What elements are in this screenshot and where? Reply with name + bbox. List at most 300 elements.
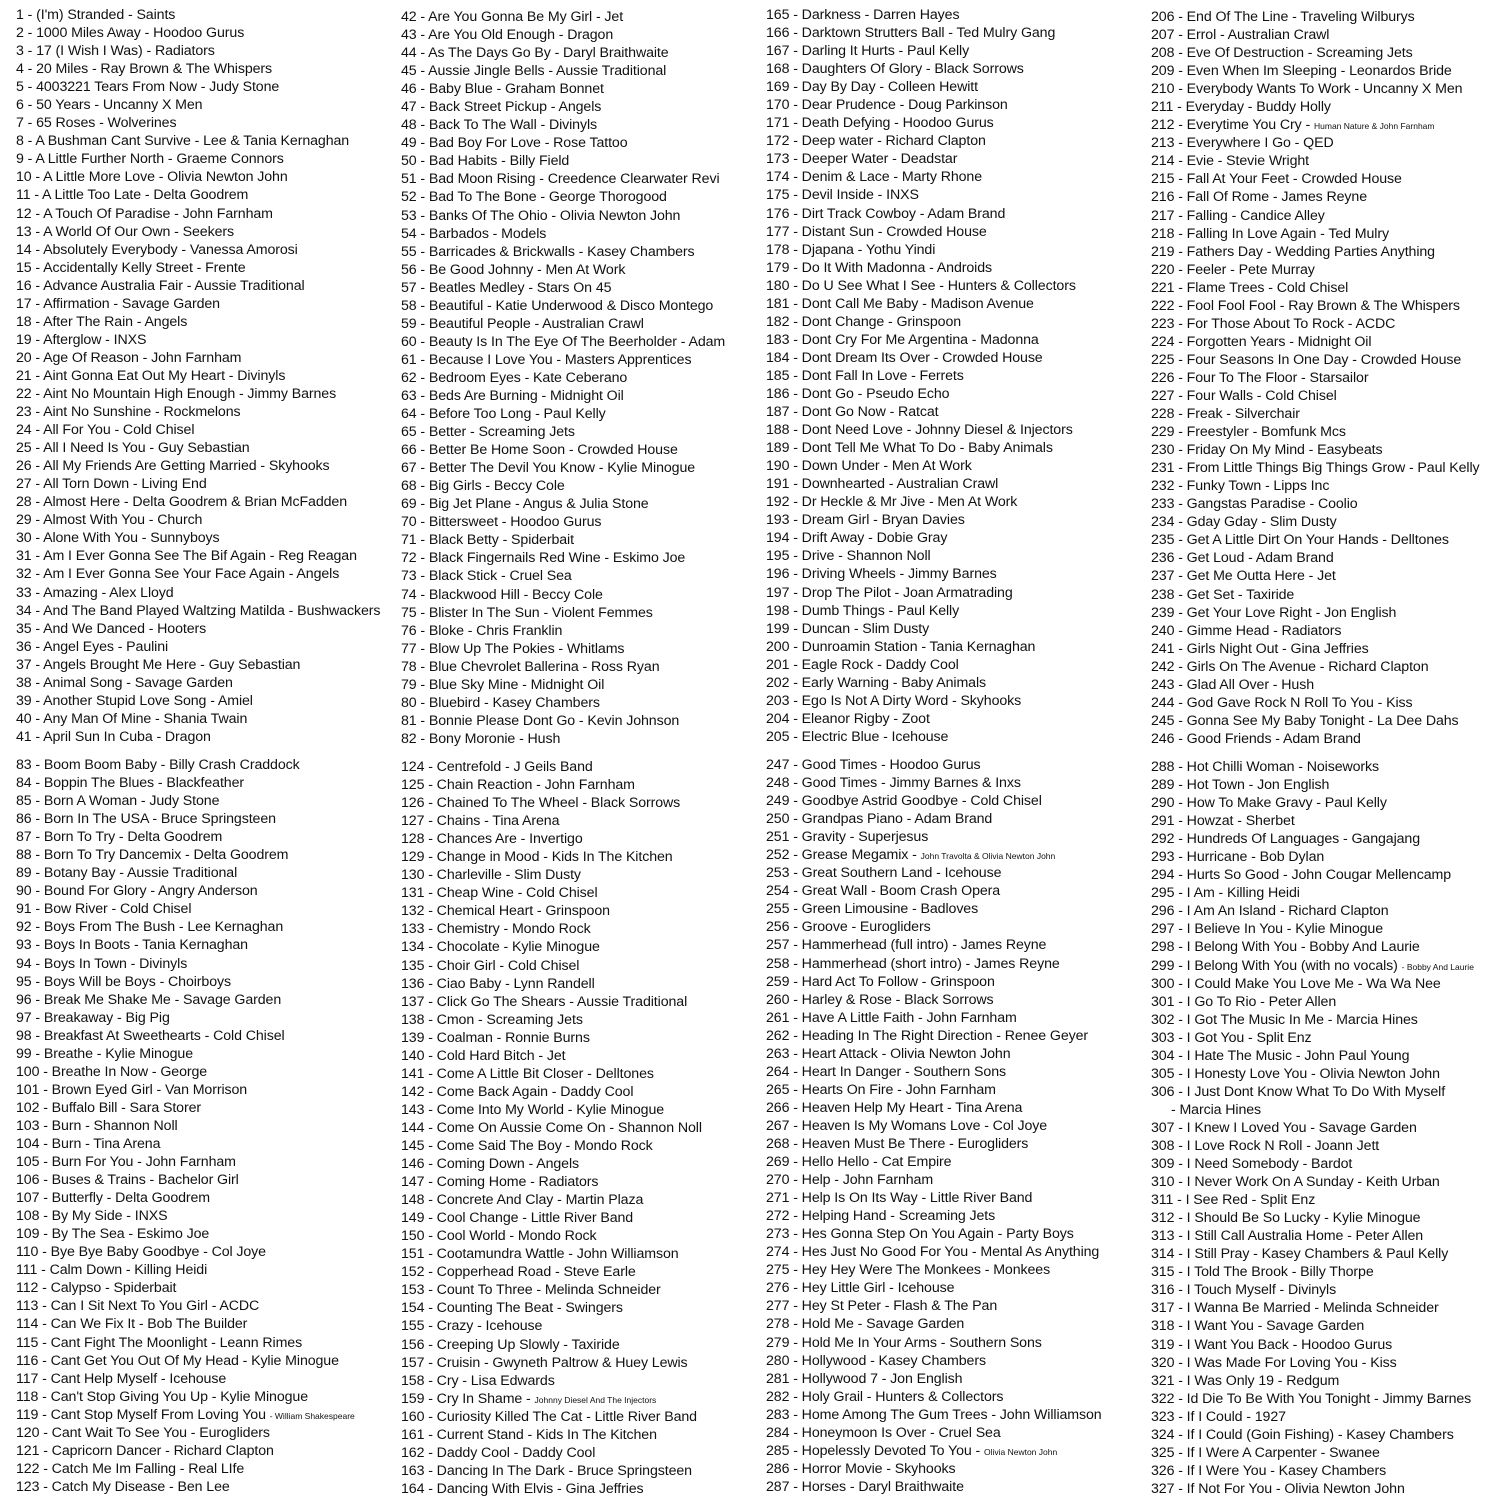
song-row: 186 - Dont Go - Pseudo Echo [766,385,950,402]
song-row: 306 - I Just Dont Know What To Do With Myself [1151,1083,1446,1100]
song-row: 228 - Freak - Silverchair [1151,406,1300,423]
song-row: 76 - Bloke - Chris Franklin [401,622,563,639]
song-row [1151,116,1500,134]
song-row: 74 - Blackwood Hill - Beccy Cole [401,586,603,603]
song-row: 102 - Buffalo Bill - Sara Storer [16,1099,202,1116]
song-row: 270 - Help - John Farnham [766,1172,934,1189]
song-row: 94 - Boys In Town - Divinyls [16,955,188,972]
song-row: 108 - By My Side - INXS [16,1208,168,1225]
song-artist-small: Olivia Newton John [983,1446,1058,1457]
song-row: 57 - Beatles Medley - Stars On 45 [401,279,612,296]
song-row: 326 - If I Were You - Kasey Chambers [1151,1462,1387,1479]
song-row: 17 - Affirmation - Savage Garden [16,295,220,312]
song-row: 75 - Blister In The Sun - Violent Femmes [401,604,653,621]
song-row: 238 - Get Set - Taxiride [1151,586,1295,603]
song-row: 128 - Chances Are - Invertigo [401,831,583,848]
song-row: 97 - Breakaway - Big Pig [16,1009,170,1026]
song-row: 256 - Groove - Eurogliders [766,919,931,936]
song-row: 294 - Hurts So Good - John Cougar Mellencamp [1151,867,1451,884]
song-row: 181 - Dont Call Me Baby - Madison Avenue [766,295,1034,312]
song-row: 316 - I Touch Myself - Divinyls [1151,1282,1337,1299]
song-row: 196 - Driving Wheels - Jimmy Barnes [766,566,997,583]
song-row: 162 - Daddy Cool - Daddy Cool [401,1444,596,1461]
song-row: 192 - Dr Heckle & Mr Jive - Men At Work [766,494,1018,511]
song-row: 261 - Have A Little Faith - John Farnham [766,1009,1017,1026]
song-list [1151,8,1500,746]
song-row: 168 - Daughters Of Glory - Black Sorrows [766,61,1024,78]
song-row: 90 - Bound For Glory - Angry Anderson [16,883,258,900]
song-row: 56 - Be Good Johnny - Men At Work [401,261,626,278]
song-row: 19 - Afterglow - INXS [16,331,147,348]
song-row: 47 - Back Street Pickup - Angels [401,99,602,116]
song-row: 157 - Cruisin - Gwyneth Paltrow & Huey Lewis [401,1354,688,1371]
songs-panel-7 [766,756,1141,1494]
song-row: 179 - Do It With Madonna - Androids [766,259,992,276]
song-row: 52 - Bad To The Bone - George Thorogood [401,189,667,206]
song-row: 99 - Breathe - Kylie Minogue [16,1045,194,1062]
song-row: 82 - Bony Moronie - Hush [401,730,561,746]
song-row: 50 - Bad Habits - Billy Field [401,153,570,170]
song-row: 86 - Born In The USA - Bruce Springsteen [16,811,276,828]
song-row: 249 - Goodbye Astrid Goodbye - Cold Chisel [766,793,1042,810]
song-row: 290 - How To Make Gravy - Paul Kelly [1151,795,1387,812]
song-row: 77 - Blow Up The Pokies - Whitlams [401,640,625,657]
song-row: 241 - Girls Night Out - Gina Jeffries [1151,640,1369,657]
song-row: 98 - Breakfast At Sweethearts - Cold Chisel [16,1027,285,1044]
song-row: 287 - Horses - Daryl Braithwaite [766,1478,964,1494]
song-row: 101 - Brown Eyed Girl - Van Morrison [16,1081,248,1098]
song-row: 199 - Duncan - Slim Dusty [766,620,930,637]
song-row: 91 - Bow River - Cold Chisel [16,901,192,918]
songs-panel-2 [401,8,776,746]
song-row: 51 - Bad Moon Rising - Creedence Clearwater Revi [401,171,720,188]
song-row: 11 - A Little Too Late - Delta Goodrem [16,187,249,204]
song-row: 201 - Eagle Rock - Daddy Cool [766,656,959,673]
song-row: 106 - Buses & Trains - Bachelor Girl [16,1172,239,1189]
song-row: 311 - I See Red - Split Enz [1151,1192,1316,1209]
song-row: 46 - Baby Blue - Graham Bonnet [401,81,604,98]
song-row: 264 - Heart In Danger - Southern Sons [766,1063,1006,1080]
song-row: 112 - Calypso - Spiderbait [16,1280,177,1297]
song-row: 63 - Beds Are Burning - Midnight Oil [401,387,624,404]
song-row: 61 - Because I Love You - Masters Apprentices [401,351,692,368]
song-list [766,756,1141,1494]
song-row: 166 - Darktown Strutters Ball - Ted Mulry Gang [766,25,1056,42]
song-row: 6 - 50 Years - Uncanny X Men [16,97,203,114]
song-row: 126 - Chained To The Wheel - Black Sorrows [401,795,681,812]
song-list [766,6,1141,744]
song-row: 111 - Calm Down - Killing Heidi [16,1262,208,1279]
song-row: 48 - Back To The Wall - Divinyls [401,117,598,134]
song-row: 277 - Hey St Peter - Flash & The Pan [766,1298,998,1315]
song-row: 83 - Boom Boom Baby - Billy Crash Craddock [16,757,300,773]
song-row: 302 - I Got The Music In Me - Marcia Hines [1151,1011,1418,1028]
songs-panel-4 [1151,8,1500,746]
song-row: 81 - Bonnie Please Dont Go - Kevin Johnson [401,712,680,729]
songs-panel-6 [401,758,776,1496]
song-row: 273 - Hes Gonna Step On You Again - Party Boys [766,1226,1074,1243]
song-row: 230 - Friday On My Mind - Easybeats [1151,442,1383,459]
song-row: 29 - Almost With You - Church [16,512,203,529]
song-row: 44 - As The Days Go By - Daryl Braithwaite [401,45,669,62]
songs-panel-8 [1151,758,1500,1496]
song-title: 159 - Cry In Shame - [401,1390,535,1407]
song-row: 276 - Hey Little Girl - Icehouse [766,1280,955,1297]
song-row: 23 - Aint No Sunshine - Rockmelons [16,404,241,421]
song-row: 92 - Boys From The Bush - Lee Kernaghan [16,919,284,936]
song-row: 130 - Charleville - Slim Dusty [401,867,581,884]
song-row: 217 - Falling - Candice Alley [1151,207,1325,224]
song-row: 305 - I Honesty Love You - Olivia Newton John [1151,1065,1440,1082]
song-row [766,846,1141,864]
song-row: 18 - After The Rain - Angels [16,313,188,330]
song-row: 68 - Big Girls - Beccy Cole [401,478,565,495]
song-row: 85 - Born A Woman - Judy Stone [16,793,220,810]
song-row: 160 - Curiosity Killed The Cat - Little River Band [401,1408,697,1425]
song-row: 178 - Djapana - Yothu Yindi [766,241,936,258]
song-row: 214 - Evie - Stevie Wright [1151,153,1309,170]
song-row: 309 - I Need Somebody - Bardot [1151,1156,1353,1173]
song-row: 131 - Cheap Wine - Cold Chisel [401,885,598,902]
song-row: 67 - Better The Devil You Know - Kylie Minogue [401,460,696,477]
song-row: 292 - Hundreds Of Languages - Gangajang [1151,831,1421,848]
song-row: 245 - Gonna See My Baby Tonight - La Dee Dahs [1151,712,1459,729]
song-row: 284 - Honeymoon Is Over - Cruel Sea [766,1424,1001,1441]
song-row: 272 - Helping Hand - Screaming Jets [766,1208,996,1225]
song-row: 323 - If I Could - 1927 [1151,1408,1286,1425]
song-row: 140 - Cold Hard Bitch - Jet [401,1047,566,1064]
song-row: 202 - Early Warning - Baby Animals [766,674,987,691]
song-row: 71 - Black Betty - Spiderbait [401,532,574,549]
song-row: 54 - Barbados - Models [401,225,547,242]
song-row: 219 - Fathers Day - Wedding Parties Anything [1151,243,1435,260]
song-row: 20 - Age Of Reason - John Farnham [16,349,242,366]
song-row: 62 - Bedroom Eyes - Kate Ceberano [401,369,628,386]
song-row: 59 - Beautiful People - Australian Crawl [401,315,644,332]
song-row: 55 - Barricades & Brickwalls - Kasey Chambers [401,243,695,260]
song-row: 66 - Better Be Home Soon - Crowded House [401,442,678,459]
song-row: 132 - Chemical Heart - Grinspoon [401,903,610,920]
song-row: 255 - Green Limousine - Badloves [766,901,979,918]
song-row: 231 - From Little Things Big Things Grow - Paul Kelly [1151,460,1480,477]
song-row: 275 - Hey Hey Were The Monkees - Monkees [766,1262,1051,1279]
song-row: 127 - Chains - Tina Arena [401,813,560,830]
song-row: 161 - Current Stand - Kids In The Kitchen [401,1426,657,1443]
song-row: 322 - Id Die To Be With You Tonight - Jimmy Barnes [1151,1390,1472,1407]
song-row: 268 - Heaven Must Be There - Eurogliders [766,1135,1029,1152]
song-row: 89 - Botany Bay - Aussie Traditional [16,865,238,882]
song-row: 248 - Good Times - Jimmy Barnes & Inxs [766,775,1021,792]
song-row: 135 - Choir Girl - Cold Chisel [401,957,580,974]
song-row: 266 - Heaven Help My Heart - Tina Arena [766,1099,1023,1116]
song-row: 324 - If I Could (Goin Fishing) - Kasey Chambers [1151,1426,1454,1443]
song-row: 184 - Dont Dream Its Over - Crowded House [766,349,1043,366]
song-row: 234 - Gday Gday - Slim Dusty [1151,514,1337,531]
song-row: 281 - Hollywood 7 - Jon English [766,1370,963,1387]
song-row: 193 - Dream Girl - Bryan Davies [766,512,965,529]
song-row: 321 - I Was Only 19 - Redgum [1151,1372,1340,1389]
song-row: 141 - Come A Little Bit Closer - Delltones [401,1065,654,1082]
song-row: 5 - 4003221 Tears From Now - Judy Stone [16,79,280,96]
song-artist-small: - William Shakespeare [269,1410,355,1421]
song-row: 189 - Dont Tell Me What To Do - Baby Animals [766,440,1053,457]
song-row: 250 - Grandpas Piano - Adam Brand [766,811,993,828]
song-row: 65 - Better - Screaming Jets [401,424,575,441]
song-row: 298 - I Belong With You - Bobby And Laurie [1151,939,1420,956]
song-row: 137 - Click Go The Shears - Aussie Traditional [401,993,688,1010]
song-row: 215 - Fall At Your Feet - Crowded House [1151,171,1402,188]
song-row: 144 - Come On Aussie Come On - Shannon Noll [401,1119,702,1136]
song-row: 218 - Falling In Love Again - Ted Mulry [1151,225,1389,242]
songs-panel-1 [16,6,411,744]
song-row: 251 - Gravity - Superjesus [766,829,929,846]
song-row: 244 - God Gave Rock N Roll To You - Kiss [1151,694,1413,711]
song-row: 84 - Boppin The Blues - Blackfeather [16,775,244,792]
song-row: 232 - Funky Town - Lipps Inc [1151,478,1330,495]
song-row: 37 - Angels Brought Me Here - Guy Sebastian [16,656,301,673]
song-row: 258 - Hammerhead (short intro) - James Reyne [766,955,1060,972]
song-row: 254 - Great Wall - Boom Crash Opera [766,883,1001,900]
song-row: 243 - Glad All Over - Hush [1151,676,1314,693]
song-row: 72 - Black Fingernails Red Wine - Eskimo Joe [401,550,686,567]
song-row: 41 - April Sun In Cuba - Dragon [16,728,211,744]
song-row: 269 - Hello Hello - Cat Empire [766,1154,952,1171]
song-row: 163 - Dancing In The Dark - Bruce Springsteen [401,1462,692,1479]
song-row: 185 - Dont Fall In Love - Ferrets [766,367,964,384]
song-row: 216 - Fall Of Rome - James Reyne [1151,189,1367,206]
song-row: 221 - Flame Trees - Cold Chisel [1151,279,1349,296]
song-row: 317 - I Wanna Be Married - Melinda Schneider [1151,1300,1439,1317]
song-row: 134 - Chocolate - Kylie Minogue [401,939,600,956]
song-row: 195 - Drive - Shannon Noll [766,548,931,565]
song-row: 117 - Cant Help Myself - Icehouse [16,1370,227,1387]
song-row: 69 - Big Jet Plane - Angus & Julia Stone [401,496,649,513]
song-row: 164 - Dancing With Elvis - Gina Jeffries [401,1480,644,1496]
song-row: 38 - Animal Song - Savage Garden [16,674,233,691]
song-row: 320 - I Was Made For Loving You - Kiss [1151,1354,1397,1371]
song-row: 103 - Burn - Shannon Noll [16,1117,178,1134]
song-row: 172 - Deep water - Richard Clapton [766,133,986,150]
song-row: 314 - I Still Pray - Kasey Chambers & Paul Kelly [1151,1246,1449,1263]
song-row: 207 - Errol - Australian Crawl [1151,27,1330,44]
song-row: 15 - Accidentally Kelly Street - Frente [16,259,246,276]
song-row: 253 - Great Southern Land - Icehouse [766,865,1002,882]
song-row: 153 - Count To Three - Melinda Schneider [401,1282,661,1299]
song-row: 152 - Copperhead Road - Steve Earle [401,1264,636,1281]
song-row: 175 - Devil Inside - INXS [766,187,919,204]
song-row: 313 - I Still Call Australia Home - Peter Allen [1151,1228,1424,1245]
song-row: 236 - Get Loud - Adam Brand [1151,550,1334,567]
song-row: 149 - Cool Change - Little River Band [401,1210,634,1227]
song-row: 279 - Hold Me In Your Arms - Southern Sons [766,1334,1042,1351]
song-row: 174 - Denim & Lace - Marty Rhone [766,169,983,186]
song-row: 155 - Crazy - Icehouse [401,1318,543,1335]
song-row: 113 - Can I Sit Next To You Girl - ACDC [16,1298,260,1315]
song-row: 139 - Coalman - Ronnie Burns [401,1029,590,1046]
song-row: 104 - Burn - Tina Arena [16,1135,161,1152]
song-row: 183 - Dont Cry For Me Argentina - Madonna [766,331,1039,348]
song-row: 280 - Hollywood - Kasey Chambers [766,1352,986,1369]
song-row: 120 - Cant Wait To See You - Eurogliders [16,1424,270,1441]
song-row: 125 - Chain Reaction - John Farnham [401,777,635,794]
song-row: 327 - If Not For You - Olivia Newton John [1151,1480,1405,1496]
song-row: 235 - Get A Little Dirt On Your Hands - Delltones [1151,532,1449,549]
song-row: 95 - Boys Will be Boys - Choirboys [16,973,232,990]
song-row: 123 - Catch My Disease - Ben Lee [16,1478,230,1494]
song-row: 30 - Alone With You - Sunnyboys [16,530,220,547]
song-row: 39 - Another Stupid Love Song - Amiel [16,692,253,709]
song-row: 150 - Cool World - Mondo Rock [401,1228,597,1245]
song-list [16,756,391,1494]
song-row: 165 - Darkness - Darren Hayes [766,7,960,23]
song-row: 288 - Hot Chilli Woman - Noiseworks [1151,759,1380,775]
song-artist-small: Johnny Diesel And The Injectors [534,1394,657,1405]
song-row: 222 - Fool Fool Fool - Ray Brown & The Whispers [1151,297,1460,314]
song-row: 303 - I Got You - Split Enz [1151,1029,1312,1046]
song-row: 60 - Beauty Is In The Eye Of The Beerholder - Adam [401,333,726,350]
song-row: 208 - Eve Of Destruction - Screaming Jets [1151,45,1413,62]
song-row: 121 - Capricorn Dancer - Richard Clapton [16,1442,274,1459]
song-row: 262 - Heading In The Right Direction - Renee Geyer [766,1027,1089,1044]
song-row: 10 - A Little More Love - Olivia Newton John [16,169,288,186]
song-row: 293 - Hurricane - Bob Dylan [1151,849,1325,866]
song-row: 283 - Home Among The Gum Trees - John Williamson [766,1406,1102,1423]
song-row: 154 - Counting The Beat - Swingers [401,1300,623,1317]
song-row: 14 - Absolutely Everybody - Vanessa Amorosi [16,241,298,258]
song-row: 70 - Bittersweet - Hoodoo Gurus [401,514,602,531]
song-row: 146 - Coming Down - Angels [401,1156,579,1173]
song-row: 224 - Forgotten Years - Midnight Oil [1151,333,1372,350]
song-row: 267 - Heaven Is My Womans Love - Col Joye [766,1117,1048,1134]
song-row: 176 - Dirt Track Cowboy - Adam Brand [766,205,1006,222]
song-row: 197 - Drop The Pilot - Joan Armatrading [766,584,1013,601]
song-row: 79 - Blue Sky Mine - Midnight Oil [401,676,605,693]
song-row: 203 - Ego Is Not A Dirty Word - Skyhooks [766,692,1022,709]
song-row [16,1406,391,1424]
song-row: 16 - Advance Australia Fair - Aussie Traditional [16,277,305,294]
song-row: 211 - Everyday - Buddy Holly [1151,99,1331,116]
song-row: 191 - Downhearted - Australian Crawl [766,476,999,493]
song-row: 187 - Dont Go Now - Ratcat [766,404,939,421]
song-row: 49 - Bad Boy For Love - Rose Tattoo [401,135,628,152]
song-row: 297 - I Believe In You - Kylie Minogue [1151,921,1384,938]
song-row: 80 - Bluebird - Kasey Chambers [401,694,600,711]
song-title: 252 - Grease Megamix - [766,847,921,864]
song-row: 147 - Coming Home - Radiators [401,1174,599,1191]
song-row: 109 - By The Sea - Eskimo Joe [16,1226,210,1243]
song-row: 107 - Butterfly - Delta Goodrem [16,1190,211,1207]
song-row: 22 - Aint No Mountain High Enough - Jimmy Barnes [16,385,337,402]
songs-panel-5 [16,756,391,1494]
song-row: 190 - Down Under - Men At Work [766,458,972,475]
song-row: 142 - Come Back Again - Daddy Cool [401,1083,634,1100]
song-row: 171 - Death Defying - Hoodoo Gurus [766,115,994,132]
song-row: 246 - Good Friends - Adam Brand [1151,730,1361,746]
song-row: 25 - All I Need Is You - Guy Sebastian [16,440,250,457]
song-row: 247 - Good Times - Hoodoo Gurus [766,757,981,773]
song-row: 182 - Dont Change - Grinspoon [766,313,962,330]
song-row [401,1390,776,1408]
song-row: 213 - Everywhere I Go - QED [1151,135,1334,152]
song-row: 167 - Darling It Hurts - Paul Kelly [766,43,970,60]
song-row: 45 - Aussie Jingle Bells - Aussie Traditional [401,63,667,80]
song-row: 110 - Bye Bye Baby Goodbye - Col Joye [16,1244,266,1261]
song-list [401,8,776,746]
song-row: 263 - Heart Attack - Olivia Newton John [766,1045,1011,1062]
song-row: 2 - 1000 Miles Away - Hoodoo Gurus [16,25,245,42]
song-list [16,6,411,744]
song-row: 180 - Do U See What I See - Hunters & Collectors [766,277,1076,294]
song-row: 225 - Four Seasons In One Day - Crowded House [1151,351,1462,368]
song-row: 194 - Drift Away - Dobie Gray [766,530,948,547]
song-row: 307 - I Knew I Loved You - Savage Garden [1151,1119,1417,1136]
song-row: 265 - Hearts On Fire - John Farnham [766,1081,996,1098]
song-row: 227 - Four Walls - Cold Chisel [1151,387,1337,404]
song-row: 122 - Catch Me Im Falling - Real LIfe [16,1460,245,1477]
song-row: 315 - I Told The Brook - Billy Thorpe [1151,1264,1374,1281]
song-row: 12 - A Touch Of Paradise - John Farnham [16,205,273,222]
song-row: 308 - I Love Rock N Roll - Joann Jett [1151,1137,1380,1154]
song-row: 136 - Ciao Baby - Lynn Randell [401,975,595,992]
song-row: 325 - If I Were A Carpenter - Swanee [1151,1444,1380,1461]
song-row: 210 - Everybody Wants To Work - Uncanny X Men [1151,81,1463,98]
song-row: 296 - I Am An Island - Richard Clapton [1151,903,1389,920]
song-row: 259 - Hard Act To Follow - Grinspoon [766,973,995,990]
song-row: 87 - Born To Try - Delta Goodrem [16,829,223,846]
song-row: 88 - Born To Try Dancemix - Delta Goodrem [16,847,289,864]
song-row: 239 - Get Your Love Right - Jon English [1151,604,1397,621]
song-row: 209 - Even When Im Sleeping - Leonardos Bride [1151,63,1452,80]
song-row: 318 - I Want You - Savage Garden [1151,1318,1365,1335]
song-row: 129 - Change in Mood - Kids In The Kitchen [401,849,673,866]
song-row: 169 - Day By Day - Colleen Hewitt [766,79,978,96]
song-row: 3 - 17 (I Wish I Was) - Radiators [16,43,215,60]
song-artist-small: - Bobby And Laurie [1401,961,1474,972]
song-row: 27 - All Torn Down - Living End [16,476,207,493]
song-row: 21 - Aint Gonna Eat Out My Heart - Divinyls [16,367,286,384]
song-row: 33 - Amazing - Alex Lloyd [16,584,174,601]
song-row-continuation: - Marcia Hines [1171,1101,1262,1118]
song-row: 115 - Cant Fight The Moonlight - Leann Rimes [16,1334,303,1351]
song-row: 53 - Banks Of The Ohio - Olivia Newton John [401,207,681,224]
song-row: 116 - Cant Get You Out Of My Head - Kylie Minogue [16,1352,339,1369]
song-row: 310 - I Never Work On A Sunday - Keith Urban [1151,1174,1440,1191]
song-row: 319 - I Want You Back - Hoodoo Gurus [1151,1336,1393,1353]
song-row: 242 - Girls On The Avenue - Richard Clapton [1151,658,1429,675]
song-row: 35 - And We Danced - Hooters [16,620,207,637]
songs-panel-3 [766,6,1141,744]
song-row: 291 - Howzat - Sherbet [1151,813,1295,830]
song-row [1151,957,1500,975]
song-row: 286 - Horror Movie - Skyhooks [766,1460,956,1477]
song-row: 289 - Hot Town - Jon English [1151,777,1330,794]
song-row: 240 - Gimme Head - Radiators [1151,622,1342,639]
song-row: 96 - Break Me Shake Me - Savage Garden [16,991,282,1008]
song-row: 237 - Get Me Outta Here - Jet [1151,568,1336,585]
song-row: 42 - Are You Gonna Be My Girl - Jet [401,9,624,25]
song-row: 133 - Chemistry - Mondo Rock [401,921,591,938]
song-row: 260 - Harley & Rose - Black Sorrows [766,991,994,1008]
song-row: 257 - Hammerhead (full intro) - James Reyne [766,937,1047,954]
song-row: 220 - Feeler - Pete Murray [1151,261,1315,278]
song-title: 285 - Hopelessly Devoted To You - [766,1442,984,1459]
song-row: 301 - I Go To Rio - Peter Allen [1151,993,1337,1010]
song-row: 200 - Dunroamin Station - Tania Kernaghan [766,638,1036,655]
song-row: 7 - 65 Roses - Wolverines [16,115,177,132]
song-row: 114 - Can We Fix It - Bob The Builder [16,1316,248,1333]
song-row: 105 - Burn For You - John Farnham [16,1154,236,1171]
song-row: 156 - Creeping Up Slowly - Taxiride [401,1336,620,1353]
